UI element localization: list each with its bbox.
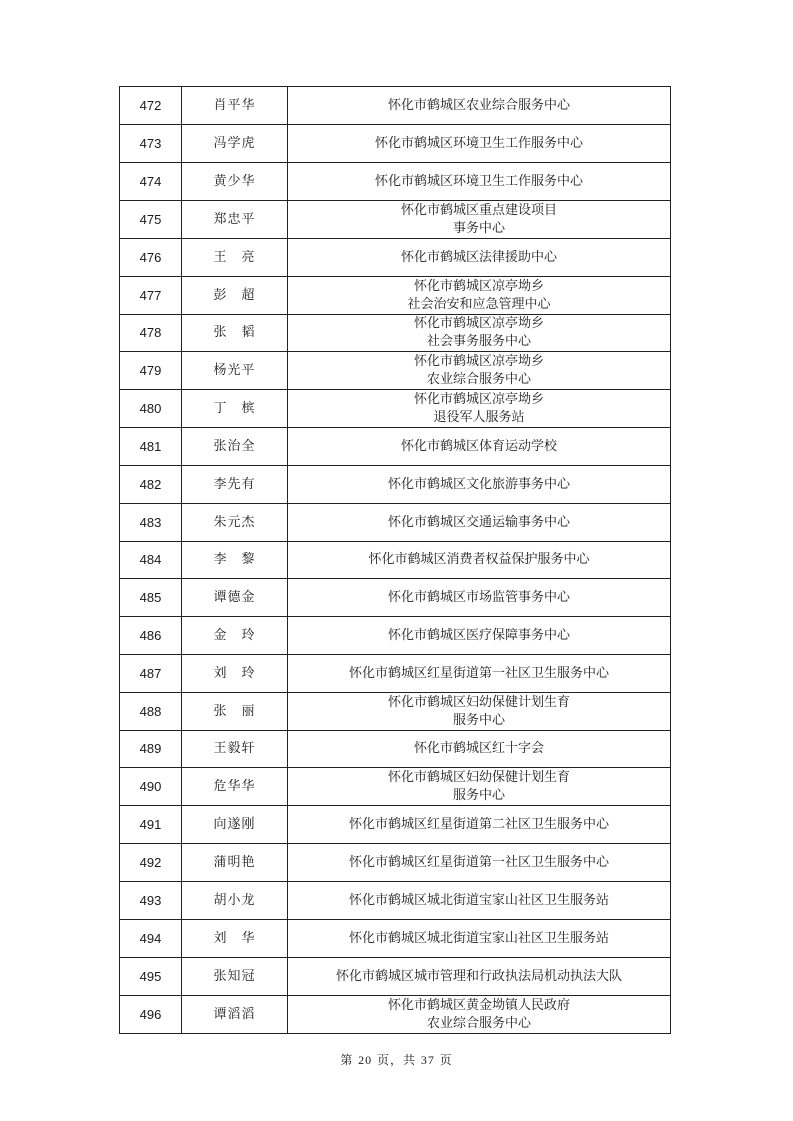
work-unit-line: 怀化市鹤城区凉亭坳乡 [413, 353, 544, 369]
table-row [120, 315, 671, 352]
person-name: 郑忠平 [182, 201, 288, 239]
work-unit-line: 怀化市鹤城区凉亭坳乡 [413, 391, 544, 407]
person-name: 金 玲 [182, 617, 288, 655]
table-row [120, 768, 671, 806]
person-name: 王 亮 [182, 239, 288, 277]
table-row [120, 277, 671, 315]
work-unit [288, 693, 671, 731]
work-unit [288, 996, 671, 1034]
row-number: 475 [120, 201, 182, 239]
work-unit-line: 怀化市鹤城区城北街道宝家山社区卫生服务站 [348, 930, 609, 946]
work-unit-line: 农业综合服务中心 [426, 371, 531, 387]
row-number: 494 [120, 920, 182, 958]
footer-middle: 页，共 [376, 1053, 416, 1067]
row-number: 483 [120, 504, 182, 542]
table-row [120, 466, 671, 504]
table-row [120, 201, 671, 239]
work-unit [288, 239, 671, 277]
row-number: 485 [120, 579, 182, 617]
work-unit [288, 958, 671, 996]
work-unit [288, 277, 671, 315]
work-unit-line: 怀化市鹤城区消费者权益保护服务中心 [368, 552, 590, 567]
table-row [120, 579, 671, 617]
work-unit-line: 怀化市鹤城区法律援助中心 [400, 249, 557, 265]
row-number: 496 [120, 996, 182, 1034]
row-number: 486 [120, 617, 182, 655]
table-row [120, 87, 671, 125]
work-unit-line: 怀化市鹤城区城北街道宝家山社区卫生服务站 [348, 892, 609, 908]
work-unit [288, 768, 671, 806]
person-name: 谭滔滔 [182, 996, 288, 1034]
table-row [120, 239, 671, 277]
row-number: 474 [120, 163, 182, 201]
table-row [120, 920, 671, 958]
work-unit-line: 社会治安和应急管理中心 [407, 296, 551, 312]
work-unit-line: 怀化市鹤城区文化旅游事务中心 [387, 476, 570, 492]
row-number: 482 [120, 466, 182, 504]
table-row [120, 996, 671, 1034]
table-row [120, 655, 671, 693]
work-unit [288, 163, 671, 201]
person-name: 胡小龙 [182, 882, 288, 920]
person-name: 朱元杰 [182, 504, 288, 542]
row-number: 493 [120, 882, 182, 920]
work-unit-line: 退役军人服务站 [433, 409, 525, 425]
work-unit-line: 怀化市鹤城区环境卫生工作服务中心 [374, 173, 583, 189]
person-name: 彭 超 [182, 277, 288, 315]
row-number: 478 [120, 315, 182, 352]
roster-table-body [120, 87, 671, 1034]
table-row [120, 844, 671, 882]
person-name: 丁 槟 [182, 390, 288, 428]
work-unit [288, 352, 671, 390]
work-unit-line: 怀化市鹤城区红星街道第一社区卫生服务中心 [348, 854, 609, 870]
table-row [120, 693, 671, 731]
work-unit-line: 怀化市鹤城区重点建设项目 [400, 202, 557, 218]
row-number: 480 [120, 390, 182, 428]
person-name: 杨光平 [182, 352, 288, 390]
work-unit-line: 服务中心 [452, 787, 505, 803]
table-row [120, 806, 671, 844]
person-name: 张治全 [182, 428, 288, 466]
work-unit-line: 怀化市鹤城区妇幼保健计划生育 [387, 694, 570, 710]
work-unit-line: 怀化市鹤城区红十字会 [413, 741, 544, 756]
work-unit [288, 806, 671, 844]
row-number: 491 [120, 806, 182, 844]
table-row [120, 163, 671, 201]
person-name: 刘 玲 [182, 655, 288, 693]
footer-page-number: 20 [358, 1053, 373, 1067]
row-number: 490 [120, 768, 182, 806]
work-unit [288, 504, 671, 542]
row-number: 489 [120, 731, 182, 768]
row-number: 492 [120, 844, 182, 882]
work-unit [288, 315, 671, 352]
work-unit-line: 农业综合服务中心 [426, 1015, 531, 1031]
person-name: 张 韬 [182, 315, 288, 352]
work-unit-line: 怀化市鹤城区体育运动学校 [400, 438, 557, 454]
work-unit [288, 466, 671, 504]
work-unit-line: 怀化市鹤城区红星街道第二社区卫生服务中心 [348, 816, 609, 832]
person-name: 刘 华 [182, 920, 288, 958]
row-number: 479 [120, 352, 182, 390]
work-unit-line: 社会事务服务中心 [426, 334, 531, 349]
footer-total-pages: 37 [420, 1053, 435, 1067]
table-row [120, 352, 671, 390]
work-unit [288, 920, 671, 958]
page-footer [0, 1051, 793, 1068]
work-unit-line: 怀化市鹤城区市场监管事务中心 [387, 589, 570, 605]
person-name: 谭德金 [182, 579, 288, 617]
person-name: 李先有 [182, 466, 288, 504]
work-unit [288, 655, 671, 693]
person-name: 冯学虎 [182, 125, 288, 163]
work-unit-line: 怀化市鹤城区凉亭坳乡 [413, 316, 544, 331]
work-unit [288, 87, 671, 125]
person-name: 张 丽 [182, 693, 288, 731]
table-row [120, 390, 671, 428]
row-number: 472 [120, 87, 182, 125]
work-unit-line: 怀化市鹤城区交通运输事务中心 [387, 514, 570, 530]
table-row [120, 958, 671, 996]
person-name: 危华华 [182, 768, 288, 806]
person-name: 王毅轩 [182, 731, 288, 768]
table-row [120, 617, 671, 655]
row-number: 487 [120, 655, 182, 693]
table-row [120, 125, 671, 163]
work-unit [288, 390, 671, 428]
work-unit-line: 怀化市鹤城区环境卫生工作服务中心 [374, 135, 583, 151]
work-unit [288, 579, 671, 617]
table-row [120, 428, 671, 466]
work-unit [288, 542, 671, 579]
row-number: 473 [120, 125, 182, 163]
work-unit [288, 882, 671, 920]
work-unit-line: 事务中心 [452, 220, 505, 236]
footer-prefix: 第 [340, 1053, 354, 1067]
work-unit-line: 怀化市鹤城区城市管理和行政执法局机动执法大队 [335, 968, 622, 984]
row-number: 481 [120, 428, 182, 466]
work-unit-line: 怀化市鹤城区妇幼保健计划生育 [387, 769, 570, 785]
table-row [120, 882, 671, 920]
person-name: 张知冠 [182, 958, 288, 996]
row-number: 476 [120, 239, 182, 277]
table-row [120, 542, 671, 579]
work-unit [288, 428, 671, 466]
person-name: 蒲明艳 [182, 844, 288, 882]
work-unit-line: 怀化市鹤城区凉亭坳乡 [413, 278, 544, 294]
work-unit [288, 201, 671, 239]
row-number: 484 [120, 542, 182, 579]
work-unit [288, 617, 671, 655]
work-unit [288, 125, 671, 163]
footer-suffix: 页 [439, 1053, 453, 1067]
row-number: 477 [120, 277, 182, 315]
table-row [120, 504, 671, 542]
person-name: 李 黎 [182, 542, 288, 579]
work-unit [288, 731, 671, 768]
person-name: 肖平华 [182, 87, 288, 125]
work-unit-line: 怀化市鹤城区黄金坳镇人民政府 [387, 997, 570, 1013]
work-unit [288, 844, 671, 882]
work-unit-line: 服务中心 [452, 712, 505, 728]
work-unit-line: 怀化市鹤城区农业综合服务中心 [387, 97, 570, 113]
person-name: 黄少华 [182, 163, 288, 201]
work-unit-line: 怀化市鹤城区红星街道第一社区卫生服务中心 [348, 665, 609, 681]
work-unit-line: 怀化市鹤城区医疗保障事务中心 [387, 627, 570, 643]
roster-table [119, 86, 671, 1034]
person-name: 向遂刚 [182, 806, 288, 844]
table-row [120, 731, 671, 768]
row-number: 488 [120, 693, 182, 731]
row-number: 495 [120, 958, 182, 996]
